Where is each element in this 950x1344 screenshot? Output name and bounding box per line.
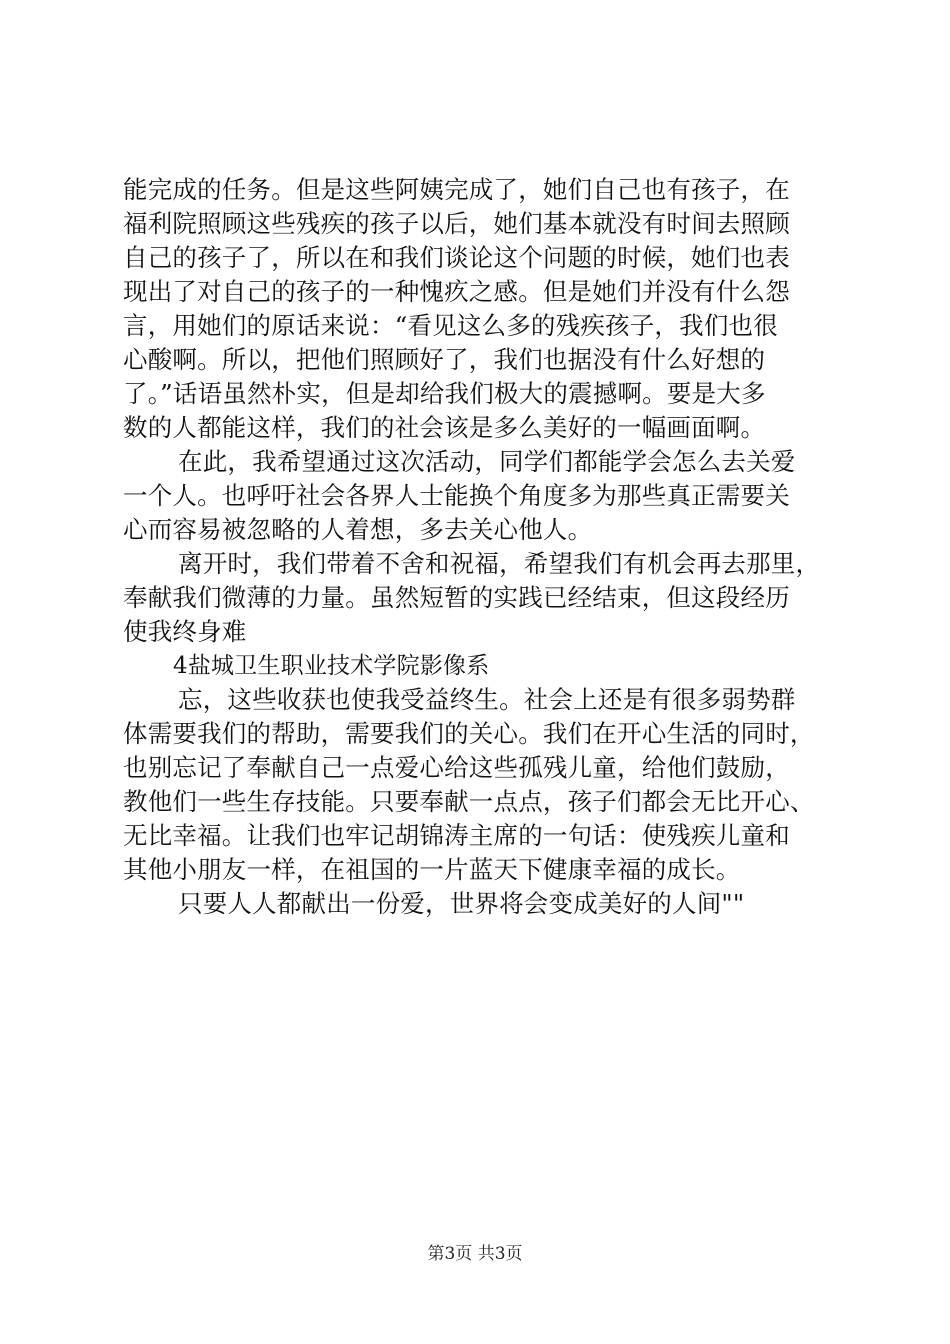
text-line: 使我终身难 [123,617,247,646]
text-line: 也别忘记了奉献自己一点爱心给这些孤残儿童，给他们鼓励， [123,753,790,782]
text-line: 现出了对自己的孩子的一种愧疚之感。但是她们并没有什么怨 [123,277,790,306]
text-line: 心而容易被忽略的人着想，多去关心他人。 [123,515,593,544]
text-line: 心酸啊。所以，把他们照顾好了，我们也据没有什么好想的 [123,345,766,374]
text-line: 能完成的任务。但是这些阿姨完成了，她们自己也有孩子，在 [123,175,790,204]
text-line: 忘，这些收获也使我受益终生。社会上还是有很多弱势群 [178,685,796,714]
text-line: 福利院照顾这些残疾的孩子以后，她们基本就没有时间去照顾 [123,209,790,238]
text-line: 言，用她们的原话来说：“看见这么多的残疾孩子，我们也很 [123,311,778,340]
section-heading: 4盐城卫生职业技术学院影像系 [173,653,490,679]
text-line: 其他小朋友一样，在祖国的一片蓝天下健康幸福的成长。 [123,855,741,884]
text-line: 无比幸福。让我们也牢记胡锦涛主席的一句话：使残疾儿童和 [123,821,790,850]
text-line: 体需要我们的帮助，需要我们的关心。我们在开心生活的同时， [123,719,815,748]
text-line: 一个人。也呼吁社会各界人士能换个角度多为那些真正需要关 [123,481,790,510]
text-line: 离开时，我们带着不舍和祝福，希望我们有机会再去那里， [178,549,821,578]
text-line: 自己的孩子了，所以在和我们谈论这个问题的时候，她们也表 [123,243,790,272]
page-footer: 第3页 共3页 [427,1244,523,1264]
text-line: 奉献我们微薄的力量。虽然短暂的实践已经结束，但这段经历 [123,583,790,612]
text-line: 只要人人都献出一份爱，世界将会变成美好的人间"" [178,889,745,918]
body-text [123,173,835,921]
text-line: 数的人都能这样，我们的社会该是多么美好的一幅画面啊。 [123,413,766,442]
text-line: 教他们一些生存技能。只要奉献一点点，孩子们都会无比开心、 [123,787,815,816]
text-line: 在此，我希望通过这次活动，同学们都能学会怎么去关爱 [178,447,796,476]
text-line: 了。”话语虽然朴实，但是却给我们极大的震撼啊。要是大多 [123,379,766,408]
